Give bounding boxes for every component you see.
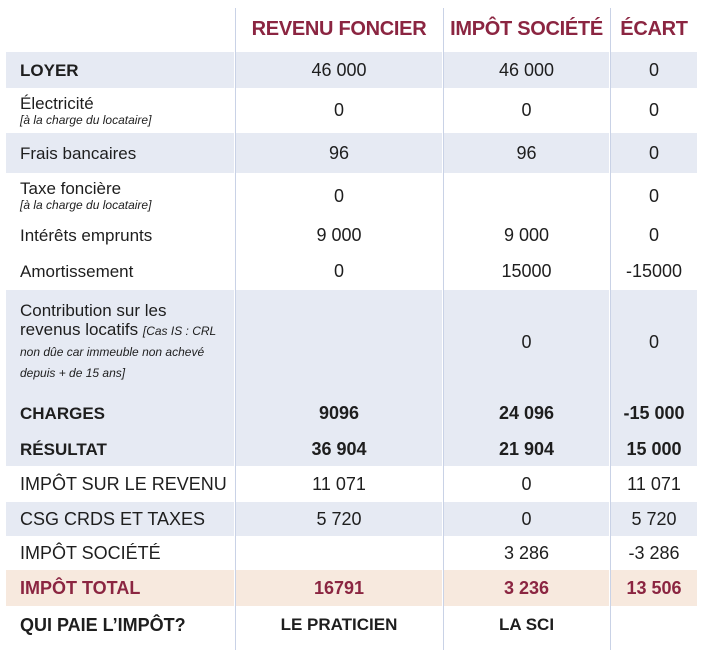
row-impot-revenu: [6, 466, 697, 502]
row-label: IMPÔT TOTAL: [6, 570, 235, 606]
cell-revenu: 0: [235, 252, 443, 290]
cell-ecart: -15000: [610, 252, 697, 290]
row-label-text: Contribution sur les revenus locatifs: [20, 301, 167, 339]
cell-impot: 3 286: [443, 536, 610, 570]
row-label: Amortissement: [6, 252, 235, 290]
cell-ecart: 0: [610, 290, 697, 394]
row-label: LOYER: [6, 52, 235, 88]
cell-impot: 3 236: [443, 570, 610, 606]
row-charges: [6, 394, 697, 432]
cell-impot: 24 096: [443, 394, 610, 432]
row-label-text: Taxe foncière: [20, 179, 122, 198]
row-label-text: Électricité: [20, 93, 94, 113]
column-divider: [235, 8, 236, 650]
row-label: [6, 173, 235, 219]
row-label: IMPÔT SOCIÉTÉ: [6, 536, 235, 570]
cell-impot: 0: [443, 466, 610, 502]
column-divider: [443, 8, 444, 650]
row-label: Intérêts emprunts: [6, 219, 235, 252]
row-impot-total: [6, 570, 697, 606]
header-impot-societe: IMPÔT SOCIÉTÉ: [443, 6, 610, 52]
row-label: IMPÔT SUR LE REVENU: [6, 466, 235, 502]
row-impot-societe: [6, 536, 697, 570]
cell-ecart: 0: [610, 52, 697, 88]
row-label: RÉSULTAT: [6, 432, 235, 466]
header-corner: [6, 6, 235, 52]
row-loyer: [6, 52, 697, 88]
cell-ecart: 11 071: [610, 466, 697, 502]
row-amortissement: [6, 252, 697, 290]
cell-impot: LA SCI: [443, 606, 610, 644]
row-label-note: [à la charge du locataire]: [20, 198, 152, 212]
row-frais-bancaires: [6, 133, 697, 173]
cell-impot: 21 904: [443, 432, 610, 466]
header-row: [6, 6, 697, 52]
cell-revenu: 0: [235, 88, 443, 133]
cell-ecart: 0: [610, 173, 697, 219]
row-electricite: [6, 88, 697, 133]
header-revenu-foncier: REVENU FONCIER: [235, 6, 443, 52]
row-interets-emprunts: [6, 219, 697, 252]
row-label-note: [Cas IS : CRL non dûe car immeuble non achevé depuis + de 15 ans]: [20, 324, 216, 380]
cell-impot: 46 000: [443, 52, 610, 88]
cell-ecart: 13 506: [610, 570, 697, 606]
cell-ecart: -15 000: [610, 394, 697, 432]
cell-revenu: 46 000: [235, 52, 443, 88]
cell-ecart: 0: [610, 88, 697, 133]
cell-revenu: [235, 536, 443, 570]
row-resultat: [6, 432, 697, 466]
row-label: QUI PAIE L’IMPÔT?: [6, 606, 235, 644]
column-divider: [610, 8, 611, 650]
row-label: [6, 290, 235, 394]
row-label-note: [à la charge du locataire]: [20, 112, 152, 127]
cell-revenu: 11 071: [235, 466, 443, 502]
cell-revenu: 9 000: [235, 219, 443, 252]
cell-revenu: 96: [235, 133, 443, 173]
cell-impot: 0: [443, 290, 610, 394]
row-label: CHARGES: [6, 394, 235, 432]
comparison-table: [6, 6, 697, 644]
row-label: [6, 88, 235, 133]
cell-ecart: [610, 606, 697, 644]
cell-revenu: 9096: [235, 394, 443, 432]
cell-impot: 15000: [443, 252, 610, 290]
row-label: CSG CRDS ET TAXES: [6, 502, 235, 536]
cell-impot: 0: [443, 502, 610, 536]
cell-revenu: [235, 290, 443, 394]
cell-impot: 9 000: [443, 219, 610, 252]
cell-revenu: 0: [235, 173, 443, 219]
cell-ecart: 5 720: [610, 502, 697, 536]
cell-revenu: 5 720: [235, 502, 443, 536]
cell-revenu: 16791: [235, 570, 443, 606]
row-label: Frais bancaires: [6, 133, 235, 173]
cell-impot: [443, 173, 610, 219]
header-ecart: ÉCART: [610, 6, 697, 52]
cell-ecart: 15 000: [610, 432, 697, 466]
cell-revenu: LE PRATICIEN: [235, 606, 443, 644]
cell-impot: 0: [443, 88, 610, 133]
cell-impot: 96: [443, 133, 610, 173]
cell-ecart: -3 286: [610, 536, 697, 570]
cell-ecart: 0: [610, 219, 697, 252]
cell-revenu: 36 904: [235, 432, 443, 466]
cell-ecart: 0: [610, 133, 697, 173]
row-contribution: [6, 290, 697, 394]
row-csg: [6, 502, 697, 536]
row-taxe-fonciere: [6, 173, 697, 219]
row-qui-paie: [6, 606, 697, 644]
